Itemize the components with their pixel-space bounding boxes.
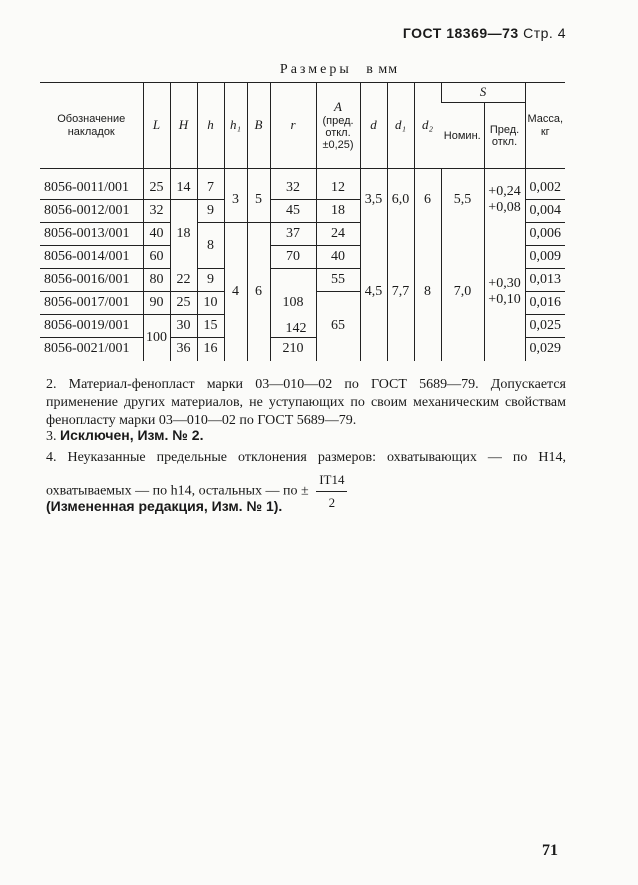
H-cell: 22 [170,269,197,292]
h-cell: 7 [197,169,224,200]
header-h1: h₁ [229,117,242,133]
L-cell: 80 [143,269,170,292]
note-3 [46,426,566,446]
caption-word: Размеры [279,62,352,77]
H-cell: 18 [170,200,197,269]
amendment-note: (Измененная редакция, Изм. № 1). [46,498,283,514]
table-caption [0,62,638,78]
header-mass: Масса, кг [525,83,565,169]
h-cell: 9 [197,200,224,223]
page-number: 71 [542,842,558,859]
fraction-denominator: 2 [328,495,336,510]
L-cell: 90 [143,292,170,315]
header-B: B [254,117,263,133]
mass-cell: 0,002 [525,169,565,200]
r-cell: 210 [270,338,316,361]
designation-cell: 8056-0019/001 [40,315,143,338]
mass-cell: 0,013 [525,269,565,292]
designation-cell: 8056-0012/001 [40,200,143,223]
d-cell: 4,5 [360,223,387,361]
S-dev-cell [484,223,525,361]
mass-cell: 0,025 [525,315,565,338]
r-value-overlay: 142 [277,321,315,338]
header-d2: d₂ [421,117,434,133]
fraction-numerator: IT14 [316,469,347,492]
A-cell: 65 [316,292,360,361]
caption-unit: в мм [366,62,399,77]
mass-cell: 0,004 [525,200,565,223]
S-dev-lower: +0,10 [488,291,521,307]
designation-cell: 8056-0017/001 [40,292,143,315]
note-3-number: 3. [46,429,57,444]
designation-cell: 8056-0011/001 [40,169,143,200]
H-cell: 30 [170,315,197,338]
note-2: 2. Материал-фенопласт марки 03—010—02 по ГОСТ 5689—79. Допускается применение других материалов, не уступающих по своим механическим свойствам фенопласту марки 03—010—02 по ГОСТ 5689—79. [46,377,566,428]
header-S-dev: Пред. откл. [484,103,525,169]
mass-cell: 0,006 [525,223,565,246]
header-L: L [152,117,161,133]
H-cell: 14 [170,169,197,200]
A-cell: 40 [316,246,360,269]
h-cell: 15 [197,315,224,338]
d2-cell: 6 [414,169,441,223]
h-cell: 9 [197,269,224,292]
S-dev-cell [484,169,525,223]
d-cell: 3,5 [360,169,387,223]
h-cell: 16 [197,338,224,361]
designation-cell: 8056-0016/001 [40,269,143,292]
L-cell: 60 [143,246,170,269]
A-cell: 12 [316,169,360,200]
r-cell: 70 [270,246,316,269]
header-d1: d₁ [394,117,407,133]
h1-cell: 3 [224,169,247,223]
B-cell: 5 [247,169,270,223]
header-S-nom: Номин. [441,103,484,169]
S-dev-upper: +0,24 [488,183,521,199]
mass-cell: 0,016 [525,292,565,315]
designation-cell: 8056-0013/001 [40,223,143,246]
header-designation: Обозначение накладок [40,83,143,169]
d1-cell: 7,7 [387,223,414,361]
header-h: h [207,117,214,133]
designation-cell: 8056-0014/001 [40,246,143,269]
A-cell: 55 [316,269,360,292]
S-nom-cell: 5,5 [441,169,484,223]
header-d: d [370,117,377,133]
L-cell: 25 [143,169,170,200]
r-cell: 32 [270,169,316,200]
note-4-text: 4. Неуказанные предельные отклонения размеров: охватывающих — по H14, охватываемых — по h14, остальных — по ± [46,450,566,499]
L-cell: 40 [143,223,170,246]
L-cell: 32 [143,200,170,223]
h-cell: 10 [197,292,224,315]
header-H: H [178,117,189,133]
r-cell: 108 [270,269,316,338]
A-cell: 18 [316,200,360,223]
H-cell: 36 [170,338,197,361]
r-cell: 45 [270,200,316,223]
header-r: r [290,117,296,133]
H-cell: 25 [170,292,197,315]
S-dev-lower: +0,08 [488,199,521,215]
S-dev-upper: +0,30 [488,275,521,291]
header-A: A [334,99,342,115]
designation-cell: 8056-0021/001 [44,341,130,357]
page-label: Стр. 4 [523,25,566,41]
B-cell: 6 [247,223,270,361]
A-cell: 24 [316,223,360,246]
h-cell: 8 [197,223,224,269]
L-cell: 100 [143,315,170,361]
header-A-note: (пред. откл. ±0,25) [322,114,354,151]
d1-cell: 6,0 [387,169,414,223]
r-cell: 37 [270,223,316,246]
note-3-text: Исключен, Изм. № 2. [60,427,204,443]
page-header [403,25,566,41]
S-nom-cell: 7,0 [441,223,484,361]
mass-cell: 0,009 [525,246,565,269]
dimensions-table [40,82,565,361]
gost-number: ГОСТ 18369—73 [402,25,519,41]
mass-cell: 0,029 [525,338,565,361]
header-S: S [479,84,487,100]
h1-cell: 4 [224,223,247,361]
d2-cell: 8 [414,223,441,361]
